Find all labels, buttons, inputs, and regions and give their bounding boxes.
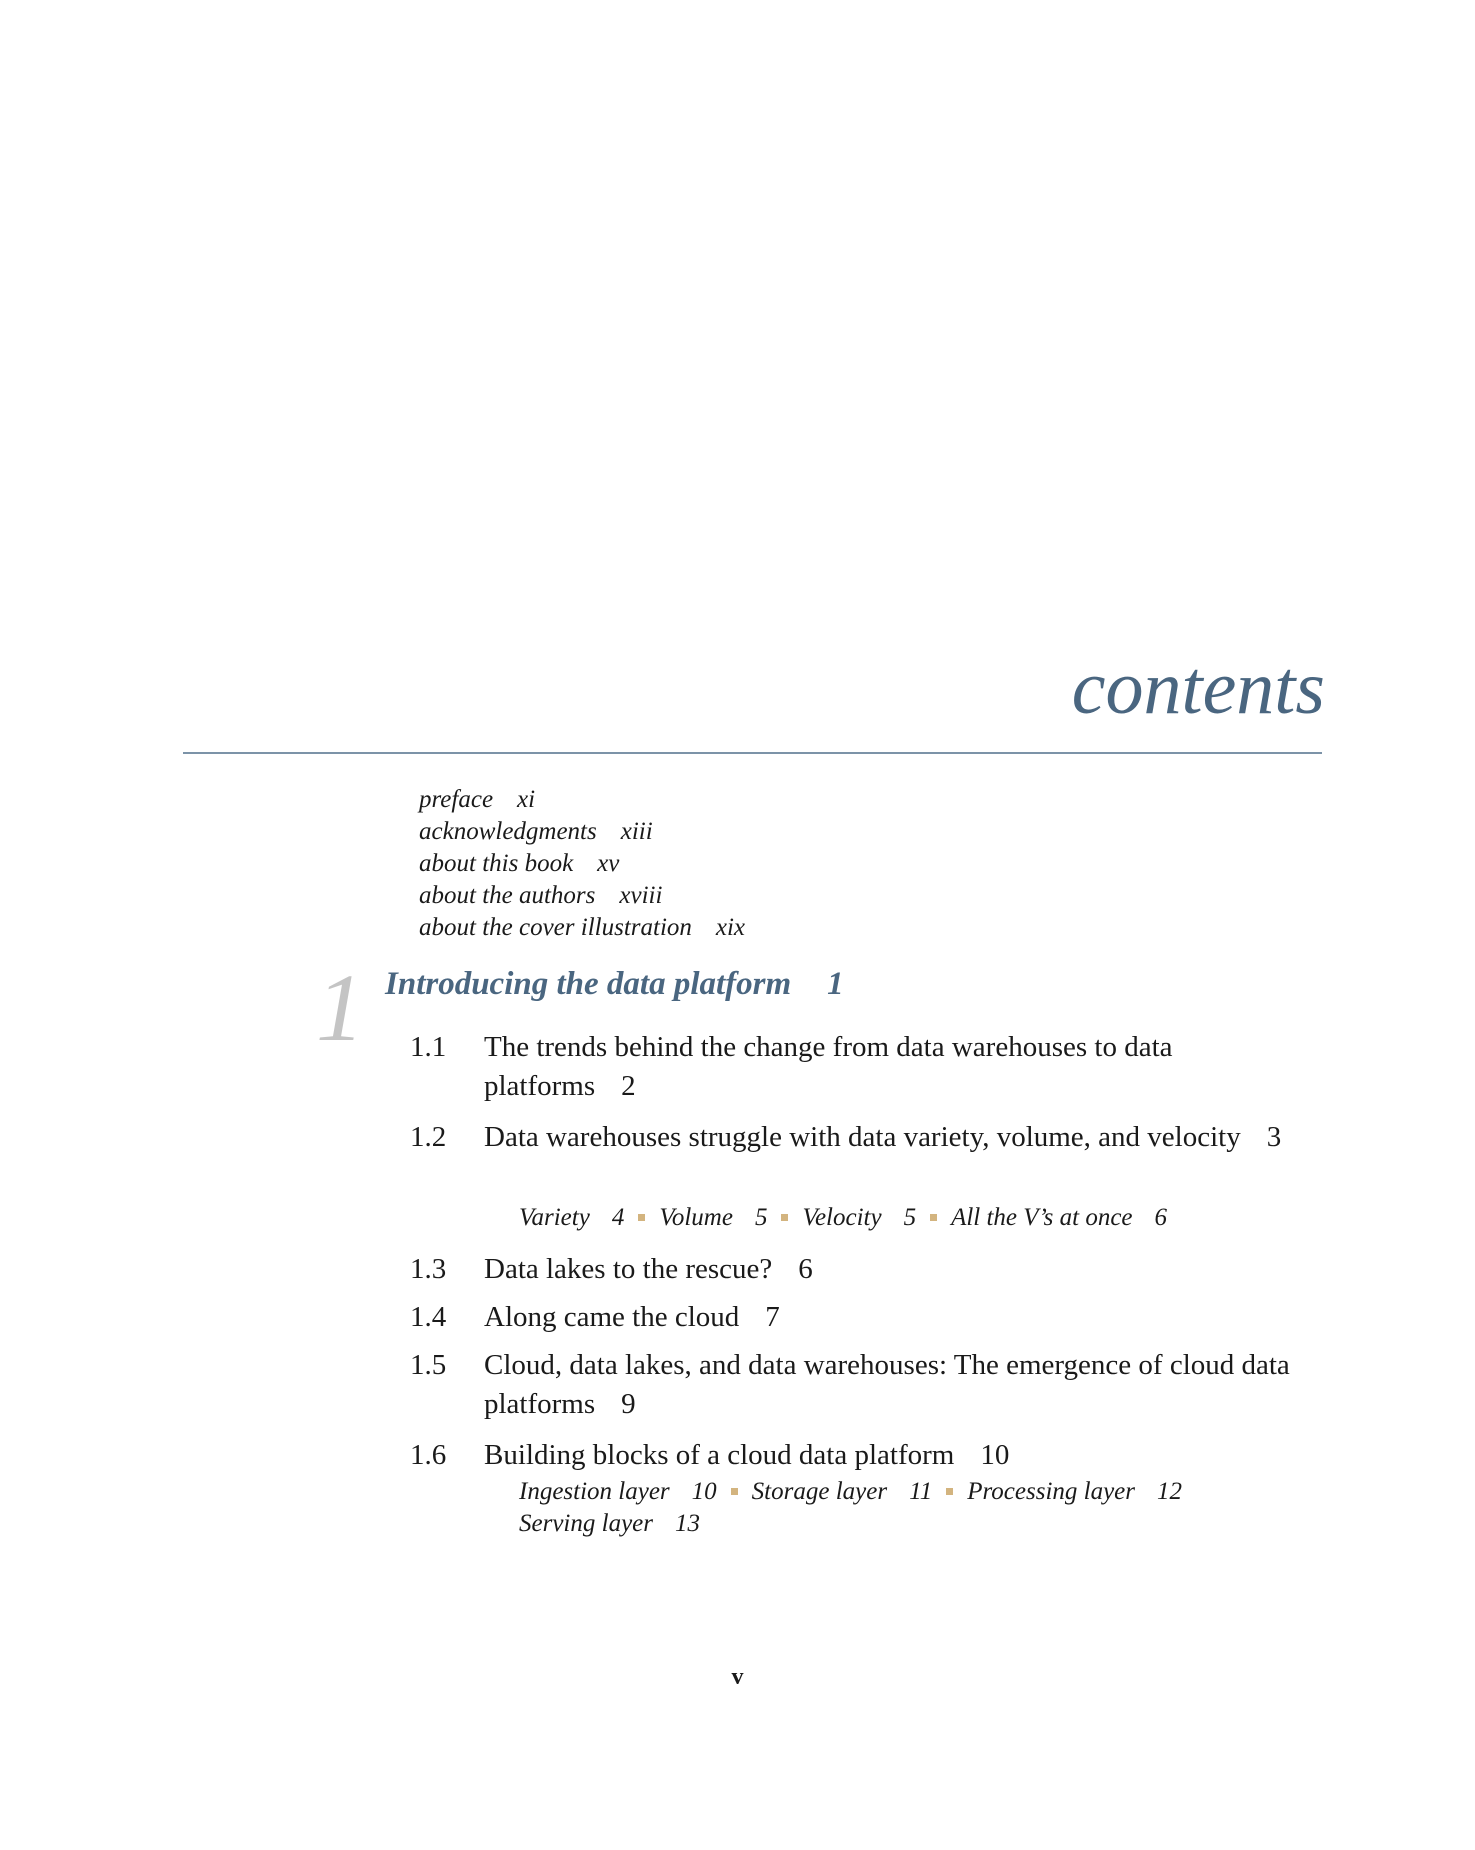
section-page: 3 — [1266, 1121, 1282, 1153]
subsection-entry[interactable] — [802, 1204, 916, 1231]
subsection-page: 6 — [1154, 1204, 1168, 1231]
page-number: v — [731, 1664, 744, 1690]
bullet-separator — [731, 1488, 738, 1495]
section-page: 2 — [621, 1070, 636, 1102]
section-page: 6 — [798, 1253, 813, 1285]
toc-entry-cover-illustration[interactable] — [419, 912, 745, 944]
subsection-entry[interactable] — [519, 1204, 624, 1231]
subsection-entry[interactable] — [519, 1510, 700, 1537]
subsection-label: Ingestion layer — [519, 1478, 670, 1505]
section-page: 9 — [621, 1388, 636, 1420]
chapter-page: 1 — [827, 966, 844, 1002]
subsection-label: Variety — [519, 1204, 590, 1231]
subsection-page: 13 — [674, 1510, 700, 1537]
subsection-page: 11 — [909, 1478, 933, 1505]
entry-label: acknowledgments — [419, 818, 597, 845]
subsection-label: Storage layer — [751, 1478, 888, 1505]
chapter-number: 1 — [316, 954, 364, 1061]
subsection-label: Serving layer — [519, 1510, 653, 1537]
section-title: Data lakes to the rescue? — [484, 1253, 773, 1285]
entry-page: xviii — [619, 882, 663, 909]
subsections-1-2 — [519, 1202, 1319, 1234]
subsection-entry[interactable] — [752, 1478, 933, 1505]
subsection-page: 12 — [1157, 1478, 1183, 1505]
toc-entry-acknowledgments[interactable] — [419, 816, 745, 848]
bullet-separator — [781, 1214, 788, 1221]
entry-page: xi — [517, 786, 536, 813]
chapter-title-text: Introducing the data platform — [385, 966, 792, 1002]
entry-label: about this book — [419, 850, 574, 877]
section-number: 1.6 — [410, 1439, 447, 1471]
entry-label: about the cover illustration — [419, 914, 692, 941]
front-matter-list — [419, 784, 745, 944]
section-number: 1.4 — [410, 1301, 447, 1333]
subsection-label: Processing layer — [967, 1478, 1136, 1505]
section-number: 1.3 — [410, 1253, 447, 1285]
subsection-entry[interactable] — [659, 1204, 767, 1231]
section-page: 10 — [980, 1439, 1010, 1471]
section-title: Building blocks of a cloud data platform — [484, 1439, 955, 1471]
subsection-label: Velocity — [802, 1204, 882, 1231]
toc-entry-preface[interactable] — [419, 784, 745, 816]
bullet-separator — [946, 1488, 953, 1495]
subsection-label: Volume — [659, 1204, 733, 1231]
entry-page: xiii — [620, 818, 653, 845]
title-rule — [183, 752, 1322, 754]
subsection-entry[interactable] — [967, 1478, 1182, 1505]
section-title: Along came the cloud — [484, 1301, 740, 1333]
entry-page: xv — [597, 850, 620, 877]
subsection-page: 10 — [691, 1478, 717, 1505]
section-page: 7 — [765, 1301, 780, 1333]
subsection-page: 5 — [903, 1204, 917, 1231]
bullet-separator — [930, 1214, 937, 1221]
subsections-1-6 — [519, 1476, 1319, 1540]
section-title: The trends behind the change from data warehouses to data platforms — [484, 1031, 1173, 1102]
entry-label: preface — [419, 786, 494, 813]
section-title: Data warehouses struggle with data variety, volume, and velocity — [484, 1121, 1241, 1153]
subsection-page: 5 — [754, 1204, 768, 1231]
subsection-page: 4 — [611, 1204, 625, 1231]
entry-page: xix — [715, 914, 746, 941]
section-number: 1.2 — [410, 1121, 447, 1153]
page-title: contents — [1071, 646, 1325, 730]
toc-entry-about-this-book[interactable] — [419, 848, 745, 880]
subsection-label: All the V’s at once — [951, 1204, 1133, 1231]
subsection-entry[interactable] — [519, 1478, 717, 1505]
bullet-separator — [638, 1214, 645, 1221]
section-number: 1.1 — [410, 1031, 447, 1063]
entry-label: about the authors — [419, 882, 596, 909]
section-title: Cloud, data lakes, and data warehouses: The emergence of cloud data platforms — [484, 1349, 1290, 1420]
section-number: 1.5 — [410, 1349, 447, 1381]
toc-entry-about-the-authors[interactable] — [419, 880, 745, 912]
chapter-title[interactable] — [385, 966, 844, 1003]
subsection-entry[interactable] — [951, 1204, 1167, 1231]
